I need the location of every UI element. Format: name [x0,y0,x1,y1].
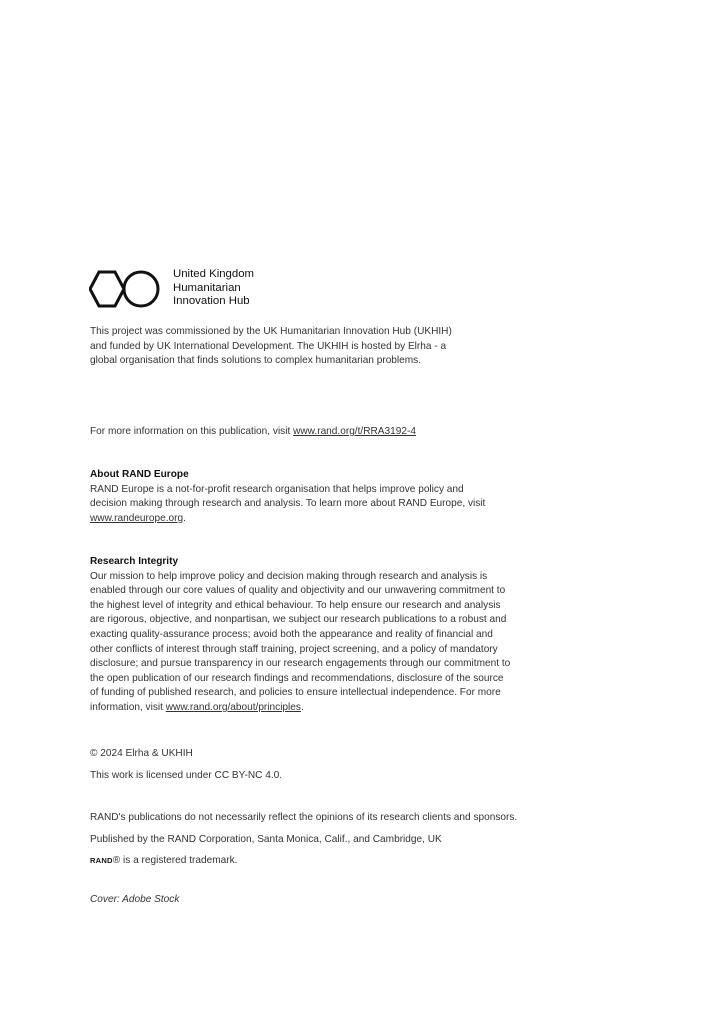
about-section [90,468,560,526]
principles-link[interactable]: www.rand.org/about/principles [165,701,301,713]
publication-link[interactable]: www.rand.org/t/RRA3192-4 [293,426,416,437]
ukhih-hexagon-circle-logo-icon [89,270,163,308]
integrity-line: of funding of published research, and policies to ensure intellectual independence. For more [90,687,501,699]
intro-paragraph [90,325,560,369]
notes-section [90,807,560,872]
logo-wordmark [173,268,254,309]
rand-trademark-mark: RAND [90,856,113,865]
integrity-line: exacting quality-assurance process; avoid both the appearance and reality of financial and [90,628,493,640]
integrity-line: are rigorous, objective, and nonpartisan, we subject our research publications to a robust and [90,614,507,626]
integrity-line: Our mission to help improve policy and decision making through research and analysis is [90,570,488,582]
integrity-line: the open publication of our research findings and recommendations, disclosure of the source [90,672,504,684]
disclaimer-line: RAND's publications do not necessarily reflect the opinions of its research clients and sponsors. [90,812,518,823]
randeurope-link[interactable]: www.randeurope.org [90,512,184,524]
integrity-heading: Research Integrity [90,556,179,567]
more-info-text: For more information on this publication, visit [90,426,294,437]
more-info [90,425,560,440]
about-suffix: . [183,512,186,524]
published-line: Published by the RAND Corporation, Santa Monica, Calif., and Cambridge, UK [90,833,442,845]
copyright-section [90,743,560,786]
integrity-line: disclosure; and pursue transparency in our research engagements through our commitment to [90,658,511,670]
integrity-last-prefix: information, visit [90,701,166,713]
intro-line: This project was commissioned by the UK Humanitarian Innovation Hub (UKHIH) [90,326,452,337]
about-line: decision making through research and analysis. To learn more about RAND Europe, visit [90,498,486,510]
integrity-last-suffix: . [300,701,304,713]
about-line: RAND Europe is a not-for-profit research organisation that helps improve policy and [90,483,464,495]
logo-line-1: United Kingdom [173,268,255,280]
about-heading: About RAND Europe [90,469,189,480]
logo-line-2: Humanitarian [173,281,241,294]
license-line: This work is licensed under CC BY-NC 4.0. [90,769,283,781]
intro-line: global organisation that finds solutions to complex humanitarian problems. [90,355,422,367]
copyright-line: © 2024 Elrha & UKHIH [90,748,193,759]
ukhih-logo [89,268,279,310]
cover-credit: Cover: Adobe Stock [90,894,180,905]
integrity-line: enabled through our core values of quality and objectivity and our unwavering commitment to [90,585,506,597]
intro-line: and funded by UK International Development. The UKHIH is hosted by Elrha - a [90,340,447,352]
integrity-section [90,555,560,716]
integrity-line: the highest level of integrity and ethical behaviour. To help ensure our research and analysis [90,599,501,611]
trademark-text: ® is a registered trademark. [112,855,238,866]
integrity-line: other conflicts of interest through staff training, project screening, and a policy of mandatory [90,643,498,655]
logo-line-3: Innovation Hub [173,295,250,307]
